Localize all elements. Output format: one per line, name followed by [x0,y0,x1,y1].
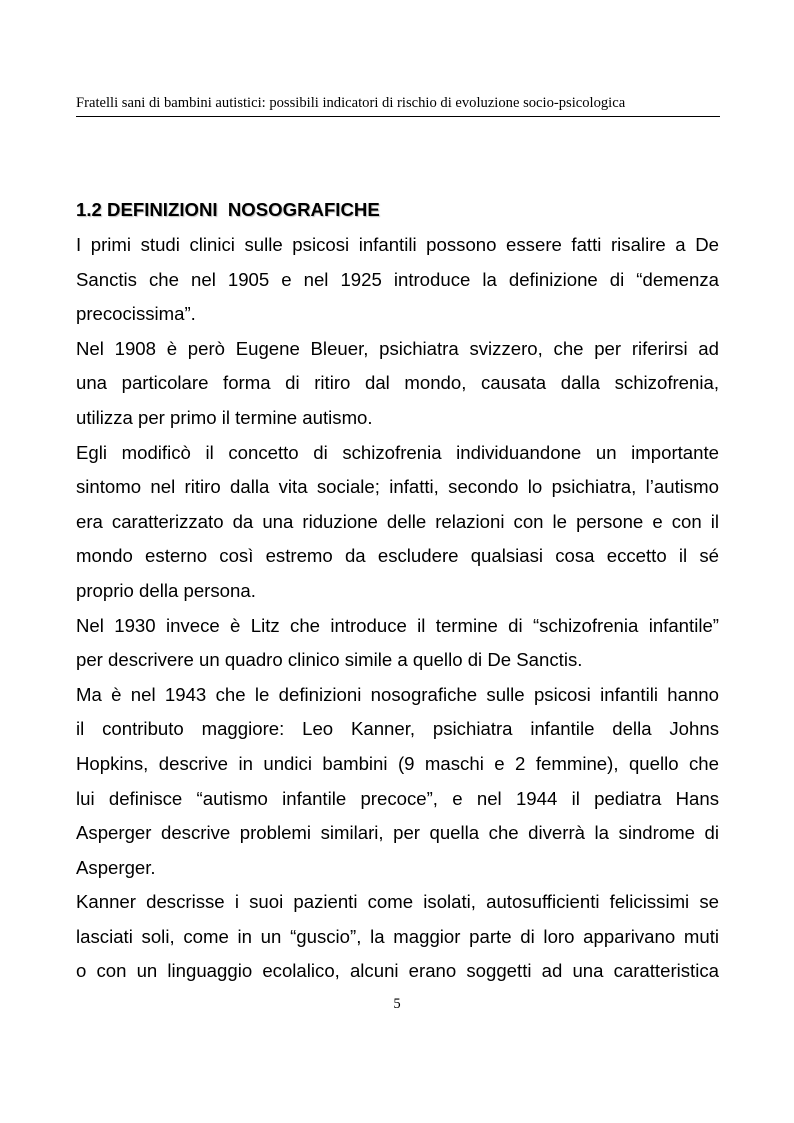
text-line: mondo esterno così estremo da escludere qualsiasi cosa eccetto il sé [76,545,719,567]
body-text [76,230,719,991]
page-number: 5 [393,996,401,1012]
text-line: Sanctis che nel 1905 e nel 1925 introduce la definizione di “demenza [76,268,719,290]
text-line: per descrivere un quadro clinico simile a quello di De Sanctis. [76,649,583,671]
text-line: utilizza per primo il termine autismo. [76,406,373,428]
text-line: Hopkins, descrive in undici bambini (9 maschi e 2 femmine), quello che [76,752,719,774]
text-line: proprio della persona. [76,579,256,601]
text-line: era caratterizzato da una riduzione delle relazioni con le persone e con il [76,510,719,532]
header-divider [76,116,720,117]
text-line: Kanner descrisse i suoi pazienti come isolati, autosufficienti felicissimi se [76,891,719,913]
text-line: o con un linguaggio ecolalico, alcuni erano soggetti ad una caratteristica [76,960,719,982]
text-line: il contributo maggiore: Leo Kanner, psichiatra infantile della Johns [76,718,719,740]
section-title: 1.2 DEFINIZIONI NOSOGRAFICHE [76,199,380,220]
text-line: Asperger. [76,856,156,878]
text-line: I primi studi clinici sulle psicosi infantili possono essere fatti risalire a De [76,234,719,255]
running-header: Fratelli sani di bambini autistici: possibili indicatori di rischio di evoluzione socio-psicologica [76,95,626,111]
text-line: lasciati soli, come in un “guscio”, la maggior parte di loro apparivano muti [76,925,719,947]
text-line: Ma è nel 1943 che le definizioni nosografiche sulle psicosi infantili hanno [76,683,719,705]
text-line: Nel 1930 invece è Litz che introduce il termine di “schizofrenia infantile” [76,614,719,636]
text-line: sintomo nel ritiro dalla vita sociale; infatti, secondo lo psichiatra, l’autismo [76,476,719,498]
text-line: lui definisce “autismo infantile precoce”, e nel 1944 il pediatra Hans [76,787,719,809]
text-line: una particolare forma di ritiro dal mondo, causata dalla schizofrenia, [76,372,719,394]
text-line: Egli modificò il concetto di schizofrenia individuandone un importante [76,441,719,463]
text-line: Nel 1908 è però Eugene Bleuer, psichiatra svizzero, che per riferirsi ad [76,337,719,359]
text-line: Asperger descrive problemi similari, per quella che diverrà la sindrome di [76,822,719,844]
text-line: precocissima”. [76,303,196,325]
